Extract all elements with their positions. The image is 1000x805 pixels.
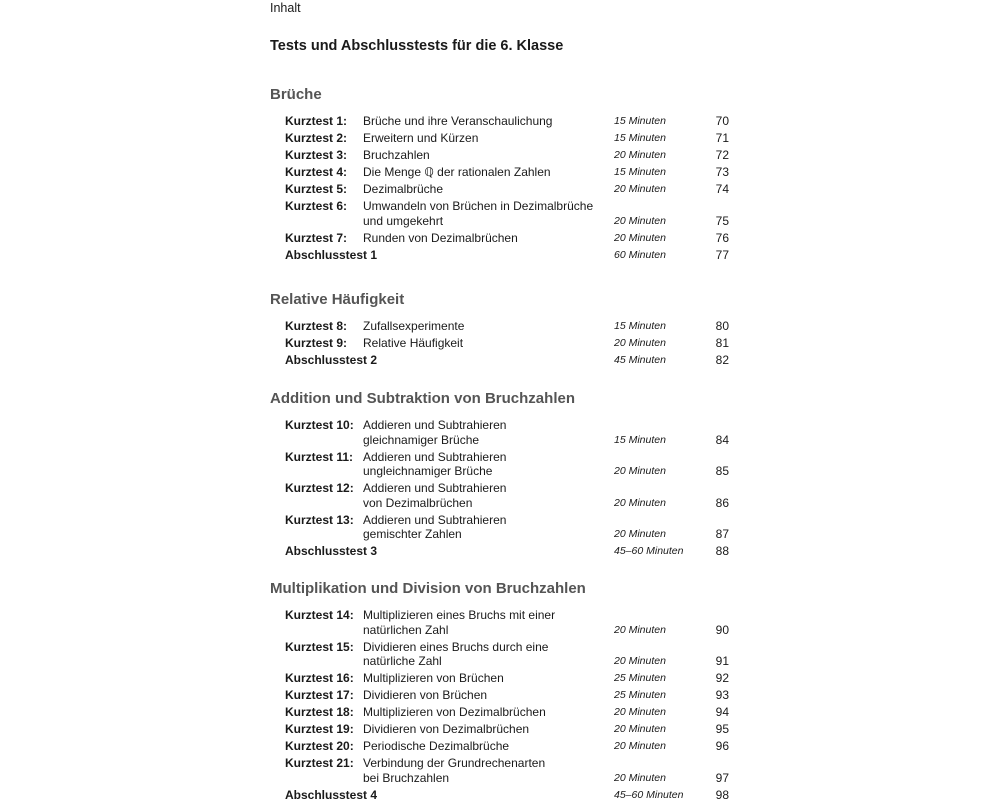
entry-title-line: Brüche und ihre Veranschaulichung xyxy=(363,114,553,128)
entry-title-line: Periodische Dezimalbrüche xyxy=(363,739,510,753)
entry-title-line: Verbindung der Grundrechenarten xyxy=(363,756,546,770)
entry-label: Abschlusstest 3 xyxy=(285,544,378,558)
entry-duration: 20 Minuten xyxy=(614,496,666,509)
entry-page-number: 80 xyxy=(715,319,729,333)
entry-title xyxy=(363,688,603,703)
entry-page-number: 88 xyxy=(715,544,729,558)
toc-entry xyxy=(270,131,740,146)
toc-entry xyxy=(270,231,740,246)
entry-title xyxy=(363,131,603,146)
entry-page-number: 96 xyxy=(715,739,729,753)
entry-duration: 20 Minuten xyxy=(614,183,666,195)
toc-entry xyxy=(270,481,740,510)
entry-title xyxy=(363,722,603,737)
entry-label: Abschlusstest 2 xyxy=(285,353,378,367)
entry-list xyxy=(270,114,740,262)
entry-label: Kurztest 3: xyxy=(285,148,348,162)
toc-entry-final-test xyxy=(270,248,740,263)
entry-title xyxy=(363,418,603,447)
entry-title-line: Dezimalbrüche xyxy=(363,182,444,196)
entry-label: Kurztest 9: xyxy=(285,336,348,350)
entry-title-line: Erweitern und Kürzen xyxy=(363,131,479,145)
entry-title-line: Umwandeln von Brüchen in Dezimalbrüche xyxy=(363,199,594,213)
toc-entry xyxy=(270,114,740,129)
entry-title-line: Addieren und Subtrahieren xyxy=(363,512,507,527)
entry-page-number: 92 xyxy=(715,671,729,685)
entry-label: Kurztest 21: xyxy=(285,756,354,770)
entry-label: Kurztest 13: xyxy=(285,512,354,527)
entry-label: Kurztest 10: xyxy=(285,418,354,432)
toc-entry xyxy=(270,336,740,351)
entry-title-line: Multiplizieren eines Bruchs mit einer xyxy=(363,608,556,622)
entry-title xyxy=(363,513,603,542)
entry-title-line: ungleichnamiger Brüche xyxy=(363,464,493,478)
entry-duration: 20 Minuten xyxy=(614,740,666,752)
toc-entry xyxy=(270,148,740,163)
entry-title-line: von Dezimalbrüchen xyxy=(363,495,473,510)
entry-duration: 25 Minuten xyxy=(614,672,666,684)
entry-title-line: Relative Häufigkeit xyxy=(363,336,464,350)
entry-title-line: natürlichen Zahl xyxy=(363,622,449,637)
entry-title-line: Multiplizieren von Dezimalbrüchen xyxy=(363,705,546,719)
entry-duration: 15 Minuten xyxy=(614,166,666,178)
entry-page-number: 81 xyxy=(715,336,729,350)
entry-duration: 20 Minuten xyxy=(614,465,666,477)
entry-title xyxy=(363,608,603,637)
toc-entry xyxy=(270,450,740,479)
toc-entry xyxy=(270,756,740,785)
entry-title-line: und umgekehrt xyxy=(363,213,444,228)
toc-entry xyxy=(270,199,740,228)
entry-duration: 20 Minuten xyxy=(614,214,666,227)
entry-duration: 20 Minuten xyxy=(614,231,666,244)
entry-duration: 15 Minuten xyxy=(614,433,666,446)
entry-title-line: gemischter Zahlen xyxy=(363,527,462,541)
entry-label: Kurztest 5: xyxy=(285,182,348,196)
running-head: Inhalt xyxy=(270,1,301,15)
section-title: Multiplikation und Division von Bruchzahlen xyxy=(270,580,586,597)
entry-page-number: 72 xyxy=(715,148,729,162)
toc-entry-final-test xyxy=(270,544,740,559)
entry-title xyxy=(363,114,603,129)
entry-label: Kurztest 1: xyxy=(285,114,348,128)
entry-title-line: Dividieren von Brüchen xyxy=(363,688,488,702)
entry-duration: 15 Minuten xyxy=(614,320,666,332)
entry-title-line: Runden von Dezimalbrüchen xyxy=(363,230,518,245)
entry-page-number: 82 xyxy=(715,353,729,367)
entry-title-line: natürliche Zahl xyxy=(363,654,442,668)
entry-page-number: 93 xyxy=(715,688,729,702)
entry-label: Kurztest 12: xyxy=(285,481,354,495)
entry-label: Kurztest 4: xyxy=(285,165,348,179)
toc-entry xyxy=(270,688,740,703)
entry-title xyxy=(363,739,603,754)
section-multiplikation-division xyxy=(270,580,740,805)
entry-page-number: 71 xyxy=(715,131,729,145)
entry-page-number: 76 xyxy=(715,230,729,245)
entry-title-line: Zufallsexperimente xyxy=(363,319,465,333)
entry-page-number: 84 xyxy=(715,432,729,447)
entry-title-line: Dividieren von Dezimalbrüchen xyxy=(363,722,530,736)
entry-label: Kurztest 20: xyxy=(285,739,354,753)
entry-title xyxy=(363,199,603,228)
entry-duration: 15 Minuten xyxy=(614,115,666,127)
entry-page-number: 77 xyxy=(715,247,729,262)
entry-duration: 45 Minuten xyxy=(614,354,666,366)
entry-page-number: 85 xyxy=(715,464,729,478)
entry-title xyxy=(363,756,603,785)
entry-duration: 20 Minuten xyxy=(614,528,666,540)
entry-label: Kurztest 8: xyxy=(285,319,348,333)
entry-title-line: Addieren und Subtrahieren xyxy=(363,449,507,464)
entry-duration: 20 Minuten xyxy=(614,655,666,667)
toc-entry xyxy=(270,640,740,669)
entry-label: Kurztest 2: xyxy=(285,131,348,145)
page-title: Tests und Abschlusstests für die 6. Klasse xyxy=(270,38,564,54)
section-title: Relative Häufigkeit xyxy=(270,291,405,308)
entry-page-number: 98 xyxy=(715,787,729,802)
entry-page-number: 95 xyxy=(715,722,729,736)
entry-title xyxy=(363,481,603,510)
entry-label: Kurztest 17: xyxy=(285,688,354,702)
entry-title-line: Bruchzahlen xyxy=(363,148,430,162)
entry-label: Abschlusstest 4 xyxy=(285,787,378,802)
entry-duration: 20 Minuten xyxy=(614,771,666,784)
entry-page-number: 73 xyxy=(715,165,729,179)
entry-list xyxy=(270,418,740,559)
entry-label: Kurztest 14: xyxy=(285,608,354,622)
toc-entry xyxy=(270,513,740,542)
entry-label: Kurztest 18: xyxy=(285,705,354,719)
entry-duration: 25 Minuten xyxy=(614,689,666,701)
toc-entry xyxy=(270,705,740,720)
entry-title-line: bei Bruchzahlen xyxy=(363,770,450,785)
entry-page-number: 94 xyxy=(715,705,729,719)
entry-page-number: 90 xyxy=(715,622,729,637)
entry-page-number: 86 xyxy=(715,495,729,510)
toc-entry xyxy=(270,418,740,447)
entry-duration: 15 Minuten xyxy=(614,132,666,144)
entry-title xyxy=(363,231,603,246)
entry-title xyxy=(363,450,603,479)
entry-page-number: 97 xyxy=(715,770,729,785)
entry-duration: 45–60 Minuten xyxy=(614,545,684,557)
entry-duration: 45–60 Minuten xyxy=(614,788,684,801)
toc-entry xyxy=(270,671,740,686)
toc-entry xyxy=(270,182,740,197)
entry-page-number: 74 xyxy=(715,182,729,196)
entry-title xyxy=(363,336,603,351)
toc-entry xyxy=(270,608,740,637)
entry-label: Kurztest 19: xyxy=(285,722,354,736)
section-brueche xyxy=(270,86,740,265)
section-title: Brüche xyxy=(270,86,322,103)
section-title: Addition und Subtraktion von Bruchzahlen xyxy=(270,390,575,407)
entry-title-line: Addieren und Subtrahieren xyxy=(363,418,507,432)
entry-title xyxy=(363,319,603,334)
section-addition-subtraktion xyxy=(270,390,740,561)
entry-title xyxy=(363,148,603,163)
entry-duration: 20 Minuten xyxy=(614,706,666,718)
entry-duration: 20 Minuten xyxy=(614,337,666,349)
toc-entry xyxy=(270,165,740,180)
entry-title xyxy=(363,182,603,197)
entry-title xyxy=(363,640,603,669)
entry-title-line: Multiplizieren von Brüchen xyxy=(363,671,504,685)
toc-entry xyxy=(270,319,740,334)
entry-label: Kurztest 15: xyxy=(285,639,354,654)
entry-title xyxy=(363,705,603,720)
section-relative-haeufigkeit xyxy=(270,291,740,370)
entry-list xyxy=(270,608,740,802)
entry-duration: 20 Minuten xyxy=(614,623,666,636)
entry-label: Kurztest 16: xyxy=(285,671,354,685)
entry-label: Kurztest 7: xyxy=(285,230,348,245)
toc-entry-final-test xyxy=(270,353,740,368)
entry-title-line: Die Menge ℚ der rationalen Zahlen xyxy=(363,165,551,179)
entry-list xyxy=(270,319,740,368)
entry-title xyxy=(363,165,603,180)
entry-title-line: Addieren und Subtrahieren xyxy=(363,481,507,495)
toc-entry xyxy=(270,739,740,754)
toc-entry xyxy=(270,722,740,737)
entry-duration: 20 Minuten xyxy=(614,723,666,735)
entry-page-number: 87 xyxy=(715,527,729,541)
entry-label: Abschlusstest 1 xyxy=(285,247,378,262)
entry-page-number: 91 xyxy=(715,654,729,668)
entry-title-line: Dividieren eines Bruchs durch eine xyxy=(363,639,549,654)
entry-page-number: 75 xyxy=(715,213,729,228)
entry-label: Kurztest 6: xyxy=(285,199,348,213)
entry-title-line: gleichnamiger Brüche xyxy=(363,432,480,447)
entry-duration: 60 Minuten xyxy=(614,248,666,261)
entry-title xyxy=(363,671,603,686)
entry-page-number: 70 xyxy=(715,114,729,128)
entry-duration: 20 Minuten xyxy=(614,149,666,161)
entry-label: Kurztest 11: xyxy=(285,449,354,464)
